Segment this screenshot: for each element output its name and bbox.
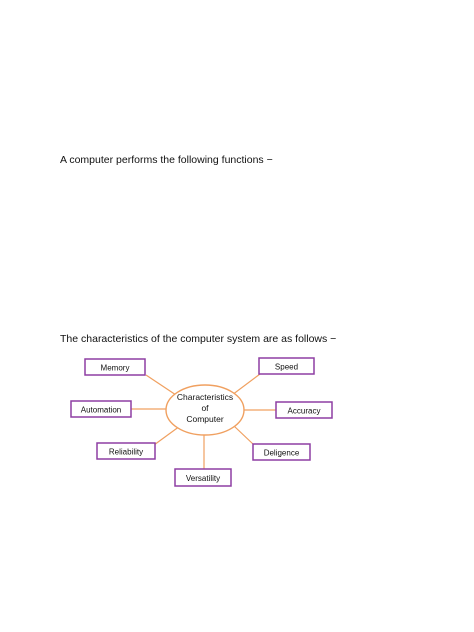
node-automation-label: Automation: [80, 405, 122, 415]
node-diligence: [253, 444, 310, 460]
node-memory-label: Memory: [100, 363, 130, 373]
node-reliability-label: Reliability: [108, 447, 144, 457]
connector-memory: [146, 375, 176, 395]
center-line-1: Characteristics: [176, 392, 234, 402]
characteristics-intro-text: The characteristics of the computer system are as follows −: [60, 333, 337, 345]
node-versatility: [175, 469, 231, 486]
node-speed-label: Speed: [274, 362, 299, 372]
node-automation: [71, 401, 131, 417]
node-diligence-label: Deligence: [263, 448, 300, 458]
connector-reliability: [154, 426, 180, 445]
node-accuracy: [276, 402, 332, 418]
connector-speed: [232, 374, 260, 395]
node-versatility-label: Versatility: [185, 474, 221, 483]
center-line-2: of: [201, 403, 209, 413]
node-accuracy-label: Accuracy: [287, 406, 321, 416]
node-speed: [259, 358, 314, 374]
center-line-3: Computer: [186, 414, 224, 424]
connector-diligence: [234, 426, 254, 445]
node-reliability: [97, 443, 155, 459]
node-memory: [85, 359, 145, 375]
functions-intro-text: A computer performs the following functions −: [60, 154, 273, 166]
